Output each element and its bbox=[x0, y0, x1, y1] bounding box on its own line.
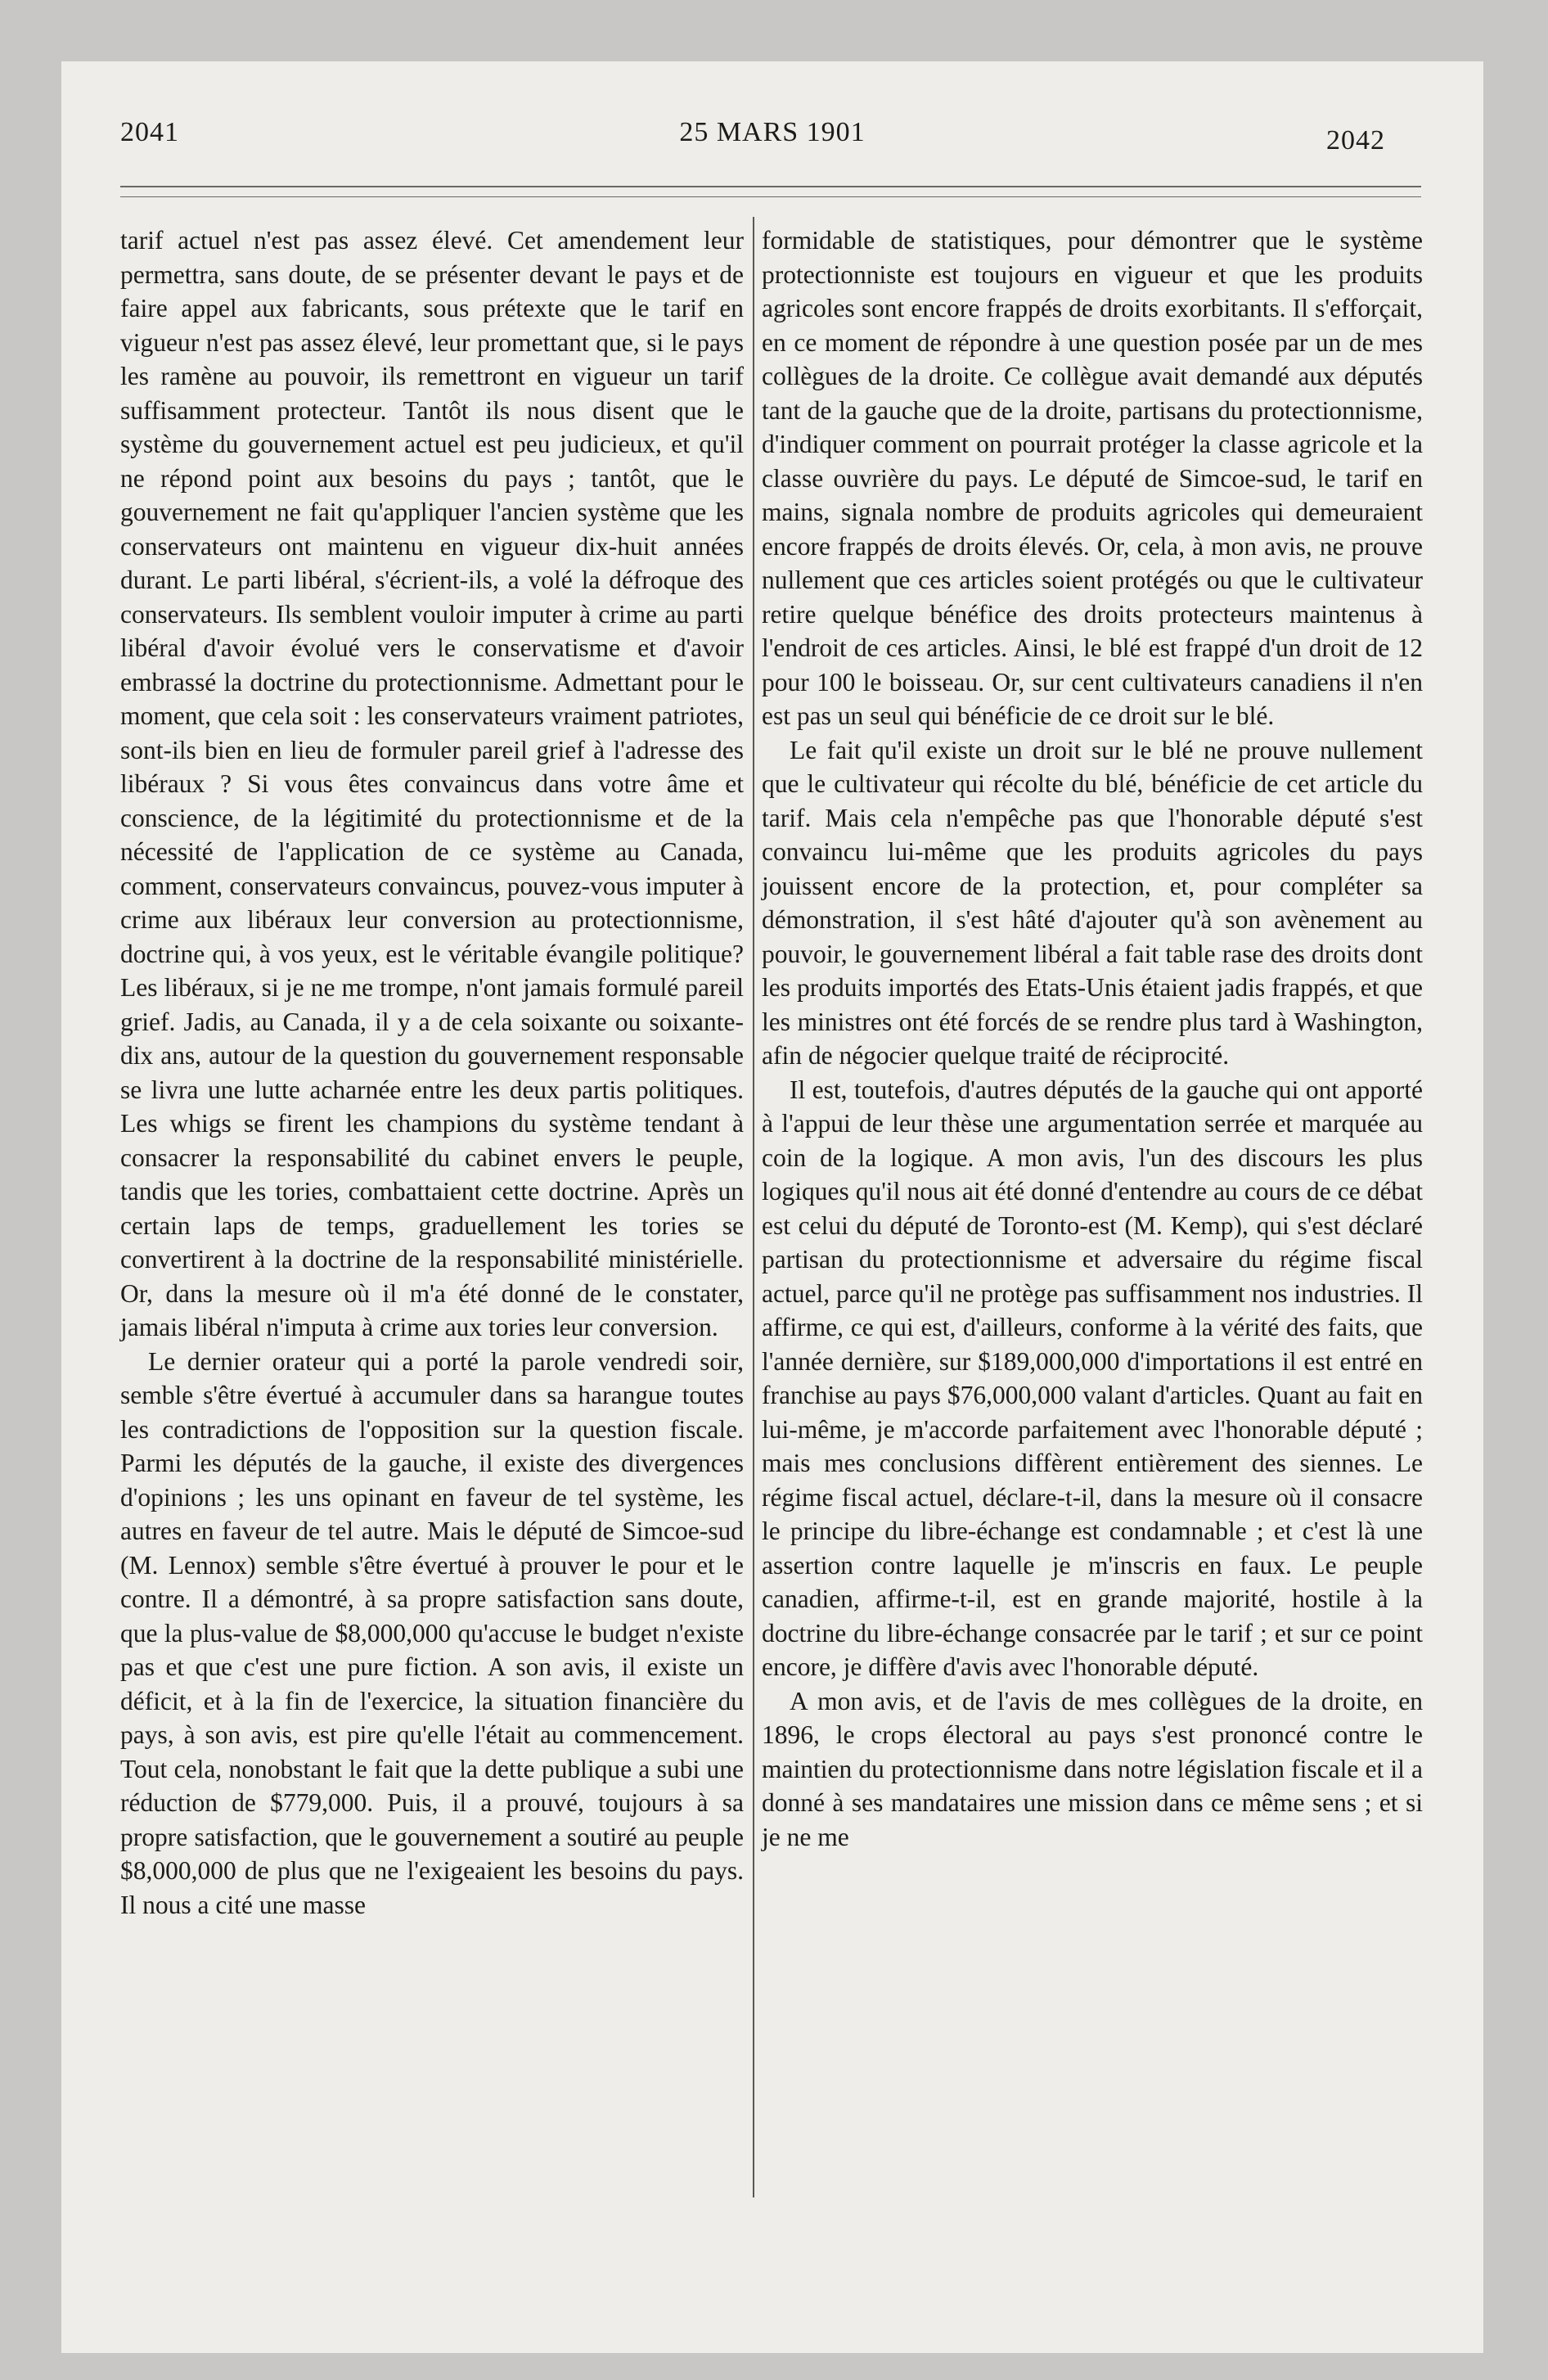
paragraph: Il est, toutefois, d'autres députés de la gauche qui ont apporté à l'appui de leur thèse une argumentation serrée et marquée au coin de la logique. A mon avis, l'un des discours les plus logiques qu'il nous ait été donné d'entendre au cours de ce débat est celui du député de Toronto-est (M. Kemp), qui s'est déclaré partisan du protectionnisme et adversaire du régime fiscal actuel, parce qu'il ne protège pas suffisamment nos industries. Il affirme, ce qui est, d'ailleurs, conforme à la vérité des faits, que l'année dernière, sur $189,000,000 d'importations il est entré en franchise au pays $76,000,000 valant d'articles. Quant au fait en lui-même, je m'accorde parfaitement avec l'honorable député ; mais mes conclusions diffèrent entièrement des siennes. Le régime fiscal actuel, déclare-t-il, dans la mesure où il consacre le principe du libre-échange est condamnable ; et c'est là une assertion contre laquelle je m'inscris en faux. Le peuple canadien, affirme-t-il, est en grande majorité, hostile à la doctrine du libre-échange consacrée par le tarif ; et sur ce point encore, je diffère d'avis avec l'honorable député. bbox=[762, 1075, 1423, 1681]
header-rule-bottom bbox=[120, 196, 1421, 197]
paragraph: Le fait qu'il existe un droit sur le blé ne prouve nullement que le cultivateur qui récolte du blé, bénéficie de cet article du tarif. Mais cela n'empêche pas que l'honorable député s'est convaincu lui-même que les produits agricoles du pays jouissent encore de la protection, et, pour compléter sa démonstration, il s'est hâté d'ajouter qu'à son avènement au pouvoir, le gouvernement libéral a fait table rase des droits dont les produits importés des Etats-Unis étaient jadis frappés, et que les ministres ont été forcés de se rendre plus tard à Washington, afin de négocier quelque traité de réciprocité. bbox=[762, 735, 1423, 1070]
right-column bbox=[762, 223, 1423, 1854]
header-rule-top bbox=[120, 186, 1421, 187]
page-number-left: 2041 bbox=[120, 117, 179, 147]
paragraph: tarif actuel n'est pas assez élevé. Cet amendement leur permettra, sans doute, de se présenter devant le pays et de faire appel aux fabricants, sous prétexte que le tarif en vigueur n'est pas assez élevé, leur promettant que, si le pays les ramène au pouvoir, ils remettront en vigueur un tarif suffisamment protecteur. Tantôt ils nous disent que le système du gouvernement actuel est peu judicieux, et qu'il ne répond point aux besoins du pays ; tantôt, que le gouvernement ne fait qu'appliquer l'ancien système que les conservateurs ont maintenu en vigueur dix-huit années durant. Le parti libéral, s'écrient-ils, a volé la défroque des conservateurs. Ils semblent vouloir imputer à crime au parti libéral d'avoir évolué vers le conservatisme et d'avoir embrassé la doctrine du protectionnisme. Admettant pour le moment, que cela soit : les conservateurs vraiment patriotes, sont-ils bien en lieu de formuler pareil grief à l'adresse des libéraux ? Si vous êtes convaincus dans votre âme et conscience, de la légitimité du protectionnisme et de la nécessité de l'application de ce système au Canada, comment, conservateurs convaincus, pouvez-vous imputer à crime aux libéraux leur conversion au protectionnisme, doctrine qui, à vos yeux, est le véritable évangile politique? Les libéraux, si je ne me trompe, n'ont jamais formulé pareil grief. Jadis, au Canada, il y a de cela soixante ou soixante-dix ans, autour de la question du gouvernement responsable se livra une lutte acharnée entre les deux partis politiques. Les whigs se firent les champions du système tendant à consacrer la responsabilité du cabinet envers le peuple, tandis que les tories, combattaient cette doctrine. Après un certain laps de temps, graduellement les tories se convertirent à la doctrine de la responsabilité ministérielle. Or, dans la mesure où il m'a été donné de le constater, jamais libéral n'imputa à crime aux tories leur conversion. bbox=[120, 226, 744, 1341]
page-header bbox=[61, 61, 1483, 176]
page-number-right: 2042 bbox=[1326, 125, 1385, 156]
paragraph: Le dernier orateur qui a porté la parole vendredi soir, semble s'être évertué à accumuler dans sa harangue toutes les contradictions de l'opposition sur la question fiscale. Parmi les députés de la gauche, il existe des divergences d'opinions ; les uns opinant en faveur de tel système, les autres en faveur de tel autre. Mais le député de Simcoe-sud (M. Lennox) semble s'être évertué à prouver le pour et le contre. Il a démontré, à sa propre satisfaction sans doute, que la plus-value de $8,000,000 qu'accuse le budget n'existe pas et que c'est une pure fiction. A son avis, il existe un déficit, et à la fin de l'exercice, la situation financière du pays, à son avis, est pire qu'elle l'était au commencement. Tout cela, nonobstant le fait que la dette publique a subi une réduction de $779,000. Puis, il a prouvé, toujours à sa propre satisfaction, que le gouvernement a soutiré au peuple $8,000,000 de plus que ne l'exigeaient les besoins du pays. Il nous a cité une masse bbox=[120, 1346, 744, 1919]
page-date: 25 MARS 1901 bbox=[679, 117, 866, 147]
left-column bbox=[120, 223, 744, 1922]
paragraph: A mon avis, et de l'avis de mes collègues de la droite, en 1896, le crops électoral au pays s'est prononcé contre le maintien du protectionnisme dans notre législation fiscale et il a donné à ses mandataires une mission dans ce même sens ; et si je ne me bbox=[762, 1686, 1423, 1851]
column-divider bbox=[753, 217, 754, 2197]
paragraph: formidable de statistiques, pour démontrer que le système protectionniste est toujours en vigueur et que les produits agricoles sont encore frappés de droits exorbitants. Il s'efforçait, en ce moment de répondre à une question posée par un de mes collègues de la droite. Ce collègue avait demandé aux députés tant de la gauche que de la droite, partisans du protectionnisme, d'indiquer comment on pourrait protéger la classe agricole et la classe ouvrière du pays. Le député de Simcoe-sud, le tarif en mains, signala nombre de produits agricoles qui demeuraient encore frappés de droits élevés. Or, cela, à mon avis, ne prouve nullement que ces articles soient protégés ou que le cultivateur retire quelque bénéfice des droits protecteurs maintenus à l'endroit de ces articles. Ainsi, le blé est frappé d'un droit de 12 pour 100 le boisseau. Or, sur cent cultivateurs canadiens il n'en est pas un seul qui bénéficie de ce droit sur le blé. bbox=[762, 226, 1423, 730]
document-page bbox=[61, 61, 1483, 2353]
